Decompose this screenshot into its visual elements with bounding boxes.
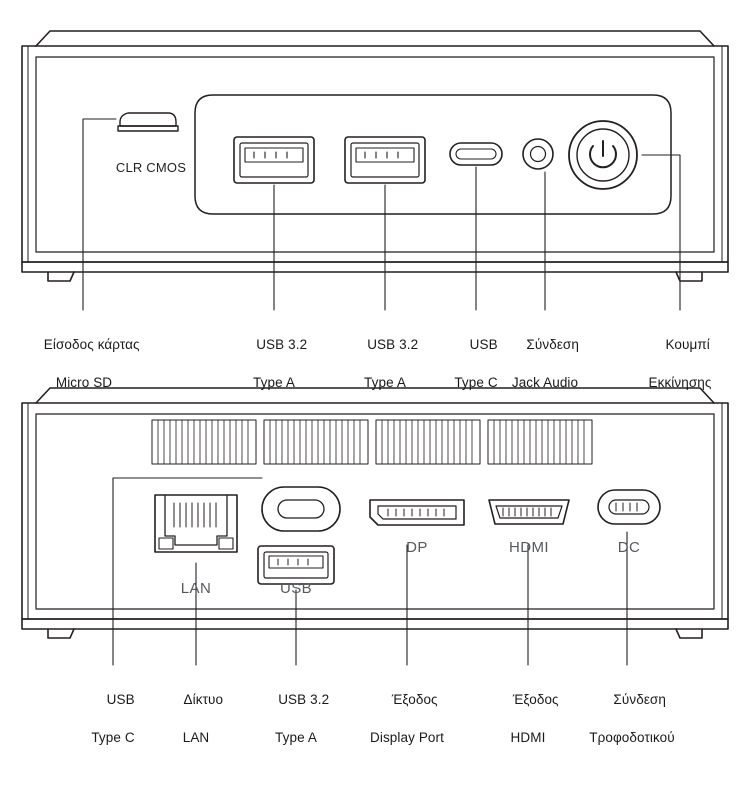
dp-caption: DP: [406, 539, 428, 556]
callout-usb32-a-1-line2: Type A: [253, 375, 295, 390]
callout-usb32-a-rear: [236, 671, 356, 785]
callout-power-button-line1: Κουμπί: [665, 337, 710, 352]
callout-power-button: [613, 316, 747, 430]
callout-usb-c-front-line2: Type C: [454, 375, 498, 390]
micro-sd-slot: [118, 113, 178, 131]
callout-power-button-line2: Εκκίνησης: [648, 375, 712, 390]
callout-usb32-a-2-line1: USB 3.2: [367, 337, 419, 352]
callout-hdmi-line2: HDMI: [510, 730, 546, 745]
callout-display-port-line1: Έξοδος: [391, 692, 438, 707]
callout-lan-line2: LAN: [182, 730, 210, 745]
usb-caption: USB: [279, 580, 313, 597]
hdmi-caption: HDMI: [509, 539, 549, 556]
callout-audio-jack-line1: Σύνδεση: [526, 337, 579, 352]
callout-usb-c-front-line1: USB: [469, 337, 498, 352]
usb-a-port-rear: [258, 546, 334, 584]
audio-jack-port: [523, 139, 553, 169]
usb-c-port-rear: [262, 487, 340, 531]
callout-usb32-a-1: [214, 316, 334, 430]
power-button: [569, 121, 637, 189]
callout-dc-in-line1: Σύνδεση: [613, 692, 666, 707]
callout-micro-sd-line1: Είσοδος κάρτας: [43, 337, 140, 352]
callout-micro-sd: [10, 316, 158, 430]
callout-dc-in: [556, 671, 708, 785]
callout-micro-sd-line2: Micro SD: [55, 375, 113, 390]
dc-port: [598, 490, 660, 524]
display-port: [370, 500, 464, 525]
callout-lan: [146, 671, 246, 785]
callout-display-port: [340, 671, 474, 785]
callout-lan-line1: Δίκτυο: [183, 692, 224, 707]
callout-usb32-a-rear-line1: USB 3.2: [278, 692, 330, 707]
usb-a-port-2: [345, 137, 425, 183]
callout-usb32-a-1-line1: USB 3.2: [256, 337, 308, 352]
hdmi-port: [489, 500, 569, 524]
front-chassis: [22, 31, 728, 281]
callout-usb32-a-2-line2: Type A: [364, 375, 406, 390]
usb-a-port-1: [234, 137, 314, 183]
callout-audio-jack: [481, 316, 609, 430]
callout-hdmi-line1: Έξοδος: [512, 692, 559, 707]
lan-caption: LAN: [180, 580, 212, 597]
usb-c-port-front: [450, 143, 502, 165]
clr-cmos-caption: CLR CMOS: [115, 160, 187, 175]
dc-caption: DC: [617, 539, 641, 556]
callout-audio-jack-line2: Jack Audio: [511, 375, 579, 390]
callout-usb32-a-rear-line2: Type A: [275, 730, 317, 745]
callout-usb-c-rear-line1: USB: [106, 692, 135, 707]
callout-display-port-line2: Display Port: [370, 730, 444, 745]
callout-usb-c-rear-line2: Type C: [91, 730, 135, 745]
lan-port: [155, 495, 237, 552]
callout-dc-in-line2: Τροφοδοτικού: [589, 730, 675, 745]
